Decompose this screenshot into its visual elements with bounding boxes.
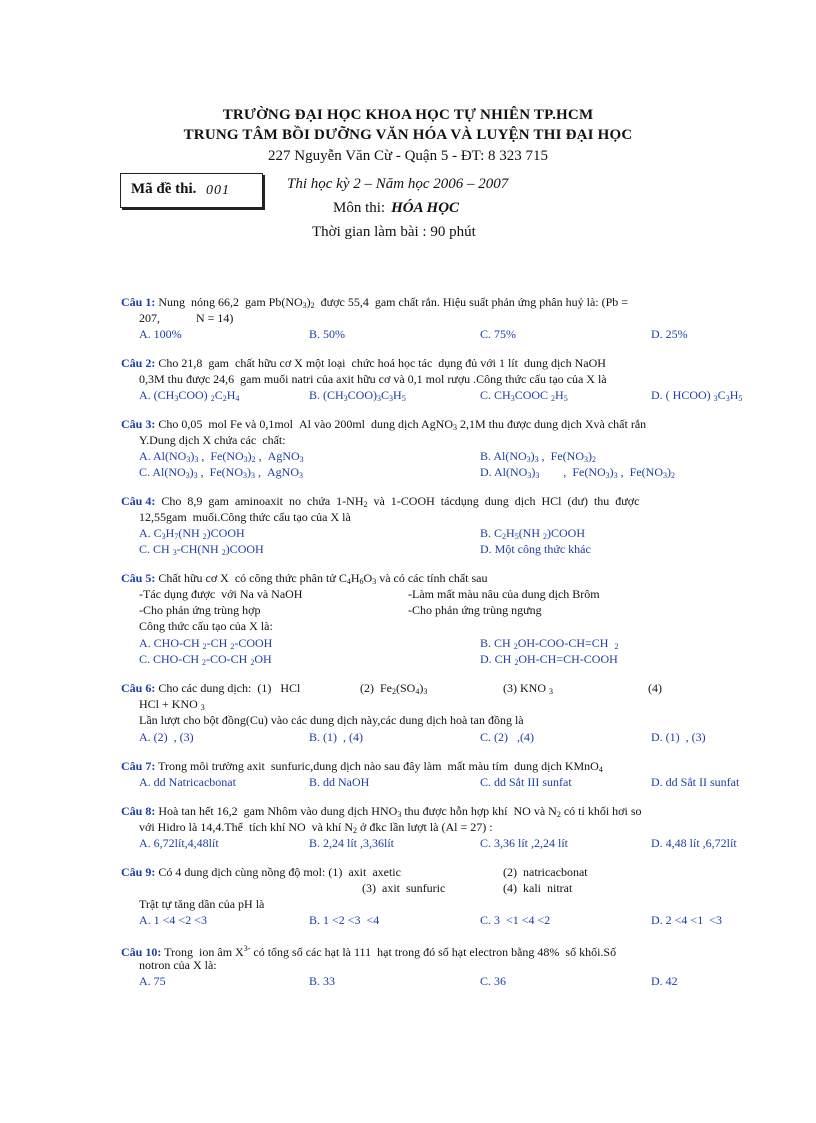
- option-a[interactable]: A. $C_3H_7(NH$ $_2$)COOH: [139, 526, 245, 541]
- school-name: TRƯỜNG ĐẠI HỌC KHOA HỌC TỰ NHIÊN TP.HCM: [222, 107, 594, 123]
- exam-code: 001: [206, 183, 230, 198]
- option-d[interactable]: D. 2 <4 <1 <3: [651, 913, 722, 927]
- option-d[interactable]: D. dd Sắt II sunfat: [651, 775, 740, 789]
- option-c[interactable]: C. (2) ,(4): [480, 730, 534, 744]
- question-number: Câu 7:: [121, 759, 156, 773]
- option-c[interactable]: C. $Al(NO_3)_3$ , $Fe(NO_3)_3$ , AgNO$_3$: [139, 465, 303, 480]
- option-c[interactable]: C. 36: [480, 974, 507, 988]
- option-c[interactable]: C. CHO-CH $_2$-CO-CH $_2$OH: [139, 652, 272, 667]
- question-number: Câu 6:: [121, 681, 156, 695]
- option-c[interactable]: C. 3,36 lít ,2,24 lít: [480, 836, 569, 850]
- option-a[interactable]: A. dd Natricacbonat: [139, 775, 236, 789]
- option-d[interactable]: D. CH $_2$OH-CH=CH-COOH: [480, 652, 618, 667]
- question-number: Câu 5:: [121, 571, 156, 585]
- option-d[interactable]: D. 25%: [651, 327, 688, 341]
- option-d[interactable]: D. $Al(NO_3)_3$ , $Fe(NO_3)_3$ , $Fe(NO_3)_2$: [480, 465, 675, 480]
- option-d[interactable]: D. 4,48 lít ,6,72lít: [651, 836, 737, 850]
- subject-label: Môn thi:: [333, 200, 386, 216]
- exam-code-box: [120, 173, 263, 208]
- option-a[interactable]: A. $(CH_3COO)$ $_2C_2H_4$: [139, 388, 240, 403]
- option-c[interactable]: C. CH $_3$-CH(NH $_2$)COOH: [139, 542, 264, 557]
- option-a[interactable]: A. 6,72lít,4,48lít: [139, 836, 219, 850]
- option-b[interactable]: B. $Al(NO_3)_3$ , $Fe(NO_3)_2$: [480, 449, 596, 464]
- question-number: Câu 10:: [121, 945, 162, 959]
- option-b[interactable]: B. (1) , (4): [309, 730, 363, 744]
- option-c[interactable]: C. dd Sắt III sunfat: [480, 775, 572, 789]
- option-a[interactable]: A. 1 <4 <2 <3: [139, 913, 207, 927]
- option-b[interactable]: B. CH $_2$OH-COO-CH=CH $_2$: [480, 636, 619, 651]
- option-b[interactable]: B. $(CH_3COO)_3C_3H_5$: [309, 388, 406, 403]
- option-b[interactable]: B. 2,24 lít ,3,36lít: [309, 836, 395, 850]
- option-d[interactable]: D. 42: [651, 974, 678, 988]
- option-d[interactable]: D. (1) , (3): [651, 730, 706, 744]
- question-number: Câu 1:: [121, 295, 156, 309]
- exam-code-label: Mã đề thi.: [131, 181, 197, 197]
- option-c[interactable]: C. $CH_3COOC$ $_2H_5$: [480, 388, 568, 403]
- option-b[interactable]: B. 50%: [309, 327, 345, 341]
- question-number: Câu 4:: [121, 494, 156, 508]
- subject-name: HÓA HỌC: [391, 200, 460, 216]
- center-name: TRUNG TÂM BỒI DƯỠNG VĂN HÓA VÀ LUYỆN THI ĐẠI HỌC: [183, 127, 633, 143]
- exam-subject: [333, 200, 459, 217]
- exam-time: Thời gian làm bài : 90 phút: [312, 224, 476, 240]
- address: 227 Nguyễn Văn Cừ - Quận 5 - ĐT: 8 323 715: [268, 148, 548, 164]
- option-a[interactable]: A. 100%: [139, 327, 182, 341]
- question-number: Câu 3:: [121, 417, 156, 431]
- option-b[interactable]: B. 33: [309, 974, 336, 988]
- exam-term: Thi học kỳ 2 – Năm học 2006 – 2007: [287, 176, 509, 192]
- option-c[interactable]: C. 75%: [480, 327, 516, 341]
- option-b[interactable]: B. $C_2H_5(NH$ $_2$)COOH: [480, 526, 586, 541]
- option-b[interactable]: B. dd NaOH: [309, 775, 370, 789]
- question-number: Câu 2:: [121, 356, 156, 370]
- question-number: Câu 9:: [121, 865, 156, 879]
- option-d[interactable]: D. Một công thức khác: [480, 542, 591, 556]
- option-a[interactable]: A. 75: [139, 974, 166, 988]
- option-b[interactable]: B. 1 <2 <3 <4: [309, 913, 380, 927]
- option-d[interactable]: D. ( HCOO) $_3C_3H_5$: [651, 388, 743, 403]
- option-c[interactable]: C. 3 <1 <4 <2: [480, 913, 551, 927]
- option-a[interactable]: A. $Al(NO_3)_3$ , $Fe(NO_3)_2$ , AgNO$_3$: [139, 449, 304, 464]
- question-number: Câu 8:: [121, 804, 156, 818]
- option-a[interactable]: A. CHO-CH $_2$-CH $_2$-COOH: [139, 636, 273, 651]
- option-a[interactable]: A. (2) , (3): [139, 730, 194, 744]
